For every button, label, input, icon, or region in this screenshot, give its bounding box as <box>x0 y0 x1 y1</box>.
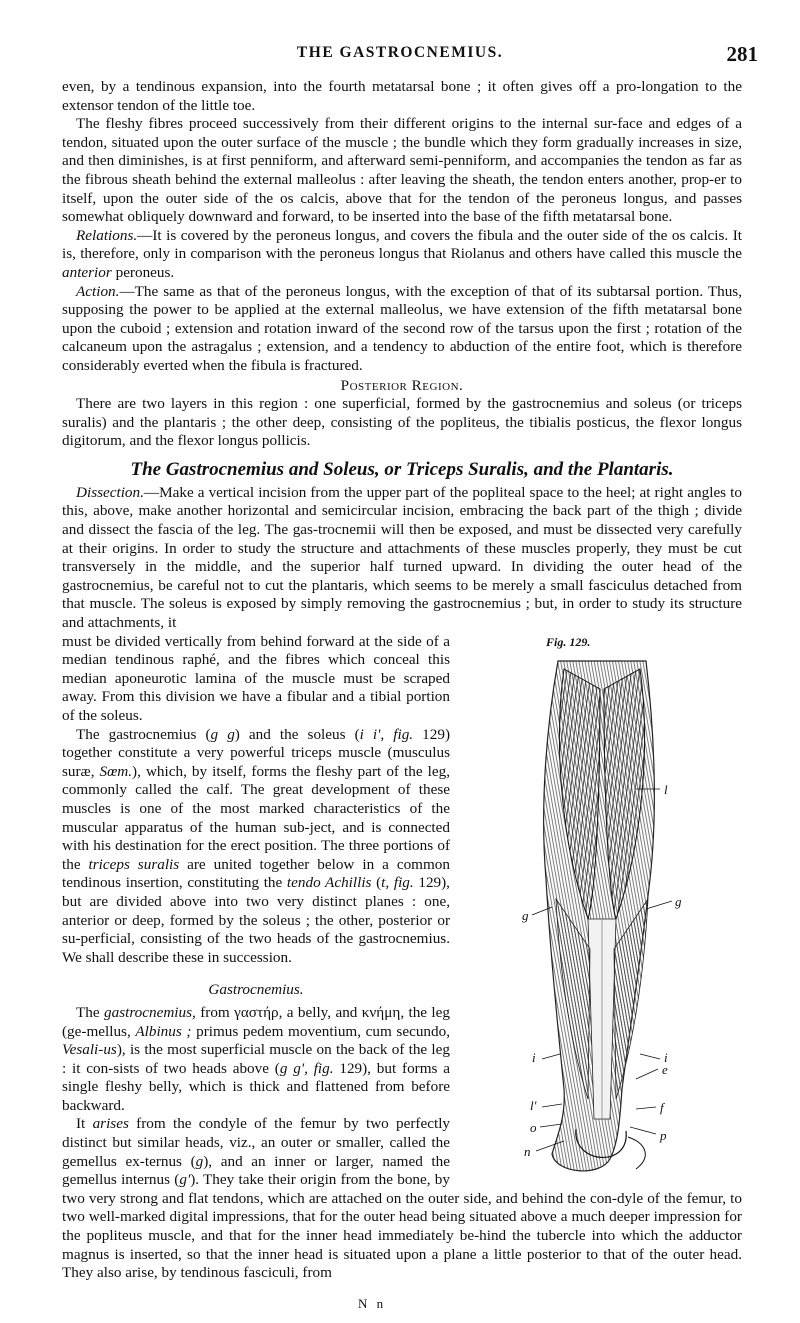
relations-tail: peroneus. <box>111 263 175 281</box>
dissection-text: —Make a vertical incision from the upper part of the popliteal space to the heel; at right angles to this, above, make another horizontal and semicircular incision, embracing the back part of the thigh ; divide and dissect the fascia of the leg. The gas-trocnemii will then be exposed, and must be dissected very carefully at their origins. In order to study the structure and attachments of these muscles properly, they must be cut transversely in the middle, and the superior half turned upward. In dividing the outer head of the gastrocnemius, be careful not to cut the plantaris, which seems to be merely a small fasciculus detached from that muscle. The soleus is exposed by simply removing the gastrocnemius ; but, in order to study its structure and attachments, it <box>62 483 742 632</box>
text-run: are united together below in a common tendinous insertion, constituting the <box>62 855 450 892</box>
figure-letter-f: f <box>660 1099 664 1115</box>
paragraph-dissection-continued: must be divided vertically from behind forward at the side of a median tendinous raphé, and the fibres which conceal this median aponeurotic lamina of the muscle must be scraped away. From this division we have a fibular and a tibial portion of the soleus. <box>62 632 450 724</box>
action-lead: Action. <box>76 282 120 300</box>
dissection-lead: Dissection. <box>76 483 144 501</box>
text-emphasis: g g <box>210 725 235 743</box>
text-run: It <box>76 1115 93 1133</box>
text-emphasis: arises <box>92 1115 129 1133</box>
figure-letter-g-right: g <box>675 893 682 909</box>
figure-letter-o: o <box>530 1119 537 1135</box>
figure-label: Fig. 129. <box>546 634 591 649</box>
text-emphasis: tendo Achillis <box>286 874 372 892</box>
figure-letter-l-prime: l' <box>530 1097 537 1113</box>
text-emphasis: g' <box>179 1171 191 1189</box>
section-heading-posterior-region: Posterior Region. <box>340 376 464 394</box>
figure-letter-n: n <box>524 1143 531 1159</box>
text-run: from the condyle of the femur by two perfectly distinct but similar heads, viz., an outer or smaller, called the gemellus ex-ternus ( <box>62 1115 451 1170</box>
relations-emphasis: anterior <box>62 263 112 281</box>
subsection-title: The Gastrocnemius and Soleus, or Triceps Suralis, and the Plantaris. <box>130 458 674 480</box>
text-run: The gastrocnemius ( <box>76 725 211 743</box>
text-run: ), is the most superficial muscle on the back of the leg : it con-sists of two heads above ( <box>62 1041 450 1077</box>
paragraph-posterior-region: There are two layers in this region : one superficial, formed by the gastrocnemius and soleus (or triceps suralis) and the plantaris ; the other deep, consisting of the popliteus, the tibialis posticus, the flexor longus digitorum, and the flexor longus pollicis. <box>62 395 742 450</box>
figure-letter-e: e <box>662 1061 668 1077</box>
text-emphasis: Sœm. <box>99 762 133 780</box>
text-run: 129), but forms a single fleshy belly, which is thick and flattened from before backward. <box>62 1059 450 1114</box>
text-emphasis: Albinus ; <box>135 1022 192 1040</box>
text-emphasis: gastrocnemius, <box>104 1003 196 1021</box>
text-run: primus pedem moventium, cum secundo, <box>191 1022 450 1040</box>
figure-letter-g-left: g <box>522 907 529 923</box>
paragraph-relations <box>62 227 742 283</box>
text-emphasis: triceps suralis <box>88 855 180 873</box>
text-run: 129) together constitute a very powerful triceps muscle (musculus suræ, <box>62 725 450 780</box>
text-emphasis: g g', fig. <box>279 1059 334 1077</box>
paragraph-action <box>62 283 742 376</box>
text-run: ) and the soleus ( <box>234 725 360 743</box>
page-header <box>0 44 800 68</box>
running-title: THE GASTROCNEMIUS. <box>296 44 504 61</box>
text-run: ), and an inner or larger, named the gemellus internus ( <box>62 1152 450 1189</box>
text-run: from γαστήρ, a belly, and κνήμη, the leg (ge-mellus, <box>62 1003 450 1040</box>
calf-muscle-illustration <box>460 649 746 1177</box>
text-emphasis: t, fig. <box>381 874 414 892</box>
subheading-gastrocnemius: Gastrocnemius. <box>208 981 304 999</box>
text-emphasis: i i', fig. <box>359 725 414 743</box>
signature-mark: N n <box>358 1296 387 1311</box>
figure-letter-i-left: i <box>532 1049 536 1065</box>
figure-letter-p: p <box>660 1127 667 1143</box>
text-run: The <box>76 1003 104 1021</box>
text-run: ( <box>371 874 382 892</box>
body-text <box>62 78 742 1283</box>
paragraph-dissection-start <box>62 484 742 633</box>
relations-lead: Relations. <box>76 226 138 244</box>
text-run: ). They take their origin from the bone, by two very strong and flat tendons, which are attached on the outer side, and behind the con-dyle of the femur, to two well-marked digital impressions, that for the outer head being situated above a much deeper impression for the popliteus muscle, and that for the inner head immediately be-hind the tubercle into which the adductor magnus is inserted, so that the inner head is situated upon a plane a little posterior to that of the outer head. They also arise, by tendinous fasciculi, from <box>62 1171 742 1282</box>
text-run: ), which, by itself, forms the fleshy part of the leg, commonly called the calf. The great development of these muscles is one of the most marked characteristics of the muscular apparatus of the human sub-ject, and is connected with his destination for the erect position. The three portions of the <box>62 762 450 873</box>
figure-letter-i-right: i <box>664 1049 668 1065</box>
page-number: 281 <box>726 42 758 66</box>
text-run: 129), but are divided above into two very distinct planes : one, anterior or deep, formed by the soleus ; the other, posterior or su-perficial, consisting of the two heads of the gastrocnemius. We shall describe these in succession. <box>62 874 450 966</box>
figure-letter-l: l <box>664 781 668 797</box>
text-emphasis: g <box>195 1152 204 1170</box>
text-emphasis: Vesali-us <box>62 1041 117 1059</box>
relations-text: —It is covered by the peroneus longus, and covers the fibula and the outer side of the os calcis. It is, therefore, only in comparison with the peroneus longus that Riolanus and others have called this muscle the <box>62 226 742 263</box>
paragraph-continuation: even, by a tendinous expansion, into the fourth metatarsal bone ; it often gives off a pro-longation to the extensor tendon of the little toe. <box>62 78 742 114</box>
figure-129 <box>460 633 746 1178</box>
paragraph-fleshy-fibres: The fleshy fibres proceed successively from their different origins to the internal sur-face and edges of a tendon, situated upon the outer surface of the muscle ; the bundle which they form gradually increases in size, and then diminishes, is at first penniform, and afterward semi-penniform, and accompanies the tendon as far as the fibrous sheath behind the external malleolus : after leaving the sheath, the tendon enters another, prop-er to itself, upon the outer side of the os calcis, above that for the tendon of the peroneus longus, and passes somewhat obliquely downward and forward, to be inserted into the base of the fifth metatarsal bone. <box>62 115 742 226</box>
action-text: —The same as that of the peroneus longus, with the exception of that of its subtarsal portion. Thus, supposing the power to be applied at the external malleolus, we have extension of the fifth metatarsal bone upon the cuboid ; extension and rotation inward of the second row of the tarsus upon the first ; rotation of the calcaneum upon the astragalus ; extension, and a tendency to abduction of the entire foot, which is therefore considerably everted when the fibula is fractured. <box>62 282 742 374</box>
